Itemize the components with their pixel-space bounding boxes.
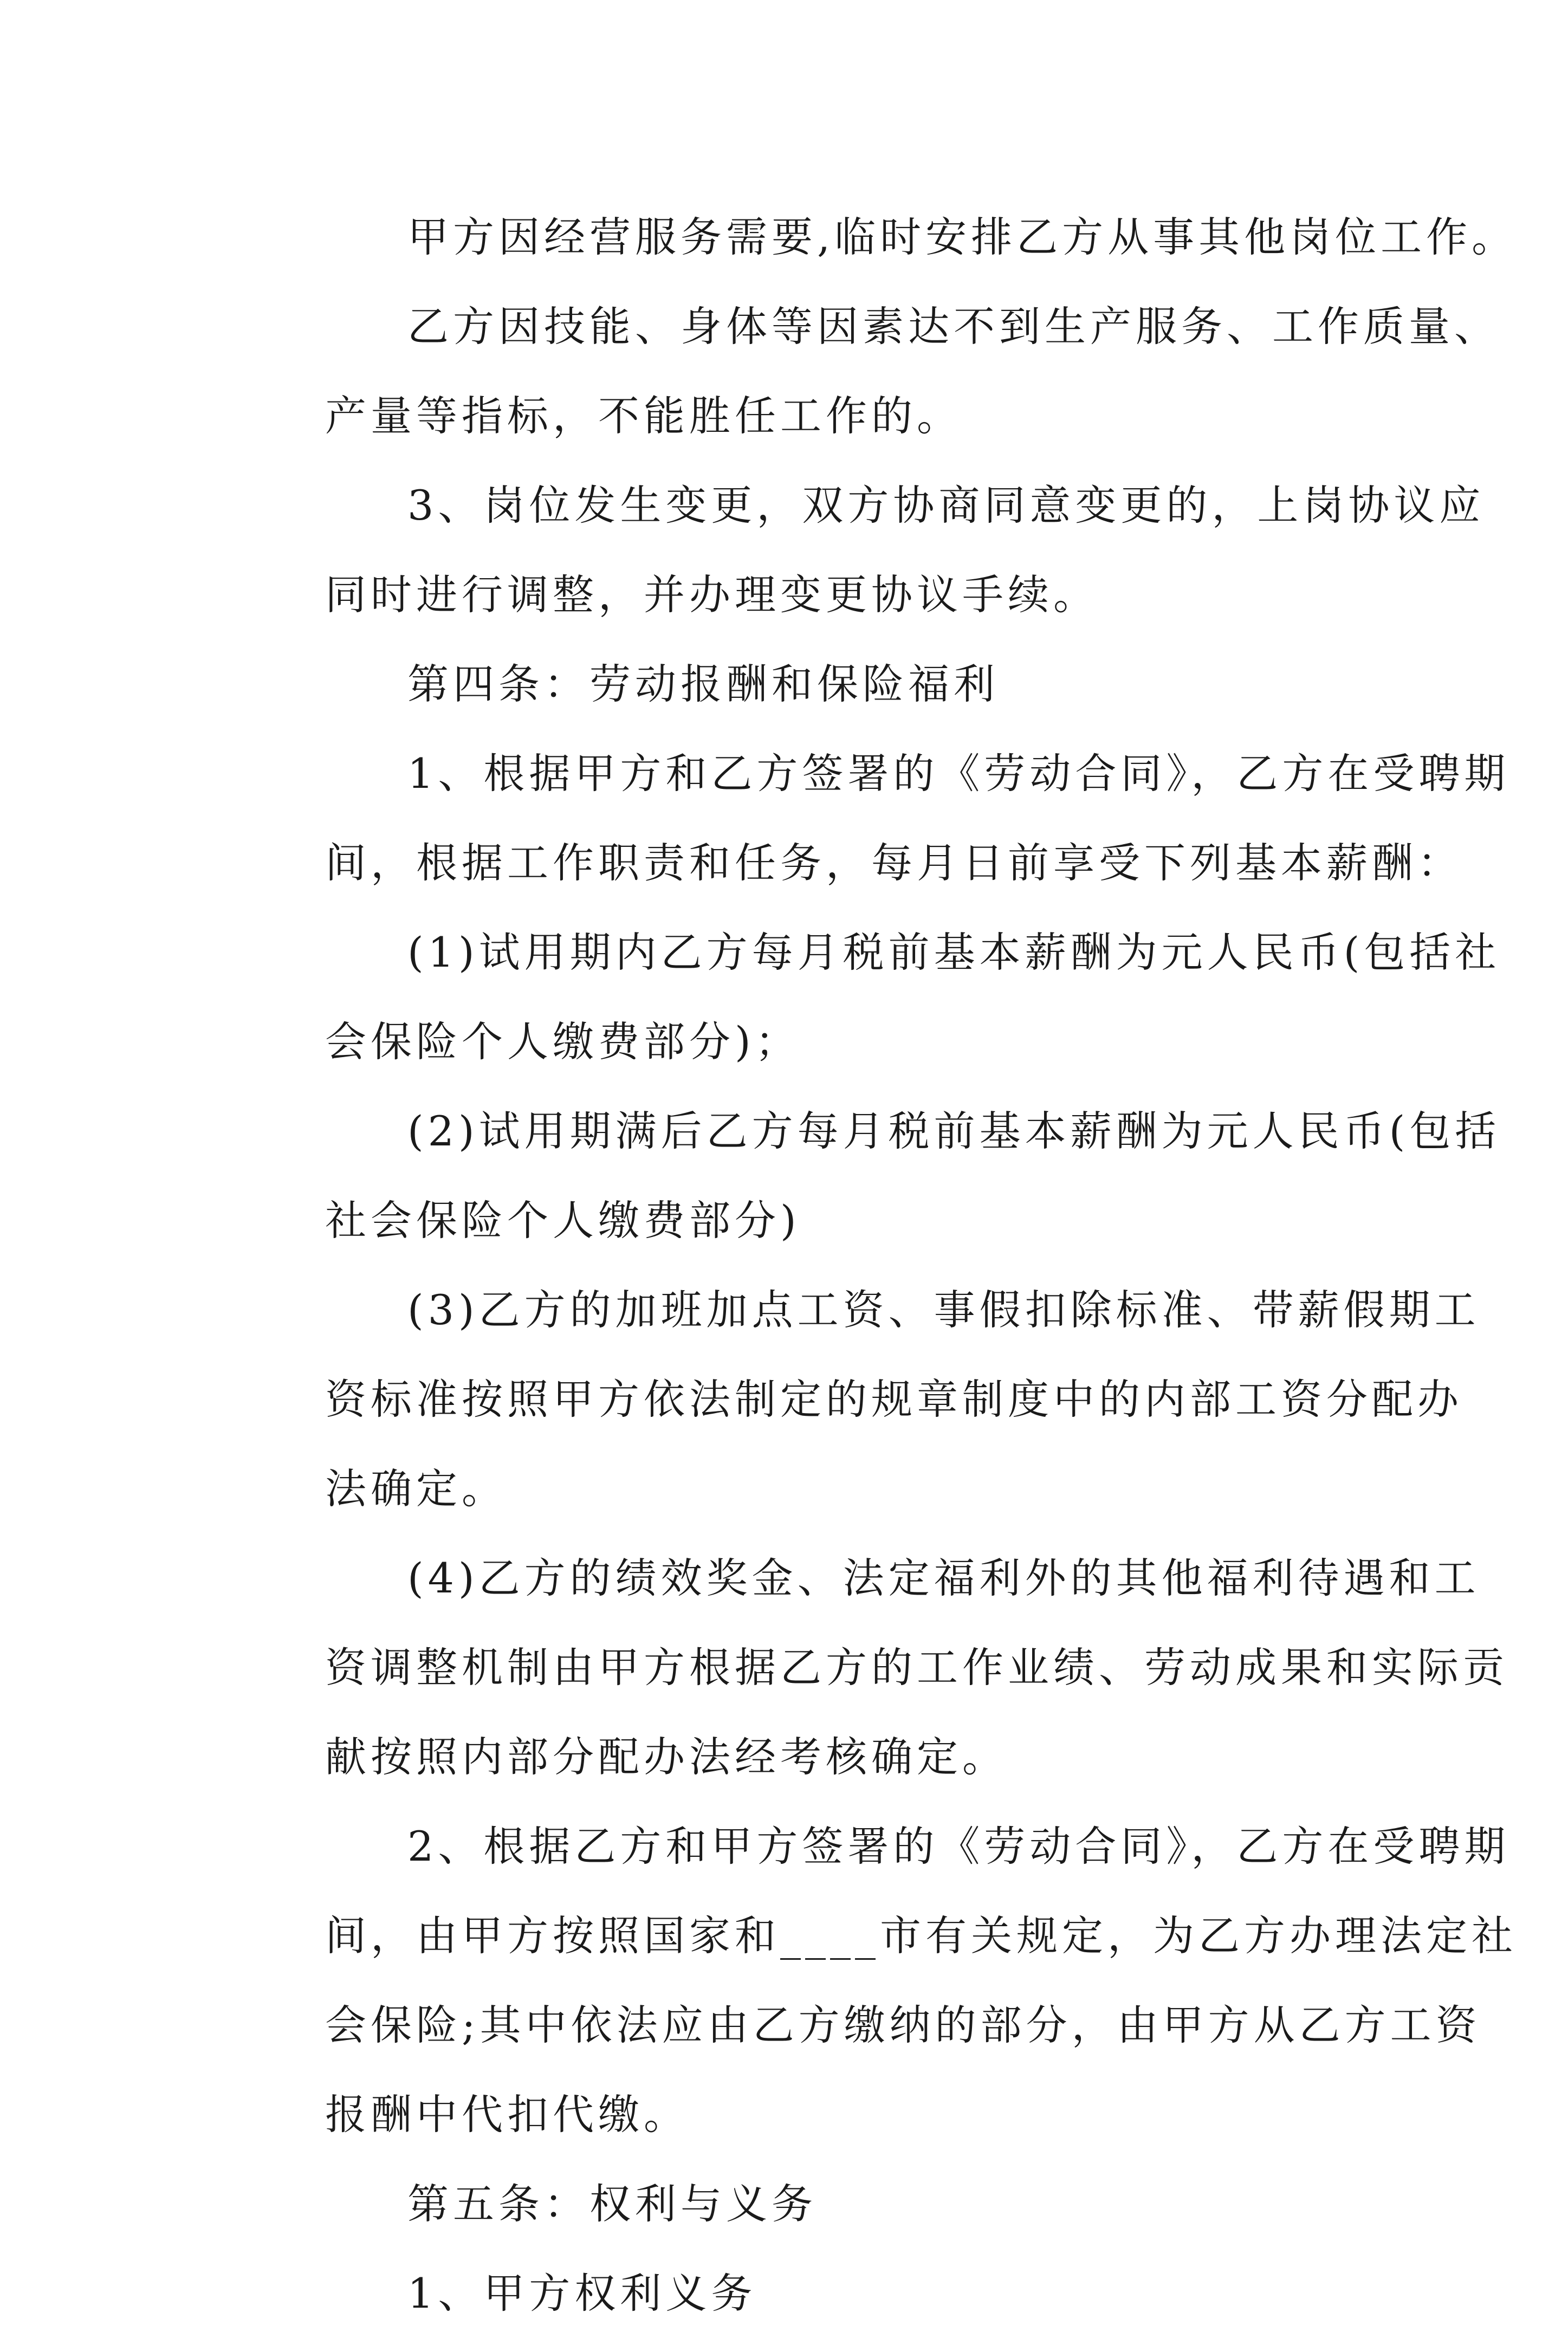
paragraph <box>243 1086 1501 1265</box>
text-line: 同时进行调整，并办理变更协议手续。 <box>325 571 1099 619</box>
text-line: (4)乙方的绩效奖金、法定福利外的其他福利待遇和工 <box>407 1554 1480 1602</box>
text-line: 甲方因经营服务需要,临时安排乙方从事其他岗位工作。 <box>407 213 1518 261</box>
paragraph <box>243 192 1518 282</box>
text-line: 报酬中代扣代缴。 <box>325 2090 689 2139</box>
text-line: 会保险;其中依法应由乙方缴纳的部分，由甲方从乙方工资 <box>325 2001 1481 2049</box>
document-body <box>243 192 1518 2338</box>
text-line: 资标准按照甲方依法制定的规章制度中的内部工资分配办 <box>325 1375 1463 1423</box>
paragraph <box>243 1802 1517 2159</box>
text-line: 会保险个人缴费部分)； <box>325 1018 801 1066</box>
text-line: 资调整机制由甲方根据乙方的工作业绩、劳动成果和实际贡 <box>325 1643 1508 1692</box>
text-line: 第五条：权利与义务 <box>407 2180 817 2228</box>
text-line: 1、根据甲方和乙方签署的《劳动合同》，乙方在受聘期 <box>407 749 1510 798</box>
text-line: 1、甲方权利义务 <box>407 2269 757 2317</box>
text-line: 第四条：劳动报酬和保险福利 <box>407 660 999 708</box>
paragraph <box>243 1533 1508 1802</box>
text-line: 产量等指标，不能胜任工作的。 <box>325 392 962 440</box>
paragraph <box>243 908 1501 1086</box>
paragraph <box>243 1265 1480 1533</box>
text-line: (2)试用期满后乙方每月税前基本薪酬为元人民币(包括 <box>407 1107 1501 1155</box>
text-line: 社会保险个人缴费部分) <box>325 1196 801 1245</box>
text-line: 2、根据乙方和甲方签署的《劳动合同》，乙方在受聘期 <box>407 1822 1510 1870</box>
text-line: 乙方因技能、身体等因素达不到生产服务、工作质量、 <box>407 302 1500 351</box>
paragraph <box>243 729 1510 908</box>
paragraph <box>243 2249 1391 2338</box>
section-heading <box>243 2159 1391 2249</box>
text-line: 献按照内部分配办法经考核确定。 <box>325 1733 1008 1781</box>
text-line: (1)试用期内乙方每月税前基本薪酬为元人民币(包括社 <box>407 928 1501 976</box>
text-line: 间，根据工作职责和任务，每月日前享受下列基本薪酬： <box>325 839 1463 887</box>
text-line: 3、岗位发生变更，双方协商同意变更的，上岗协议应 <box>407 481 1485 529</box>
paragraph <box>243 461 1485 639</box>
text-line: 法确定。 <box>325 1465 507 1513</box>
section-heading <box>243 639 1391 729</box>
text-line: (3)乙方的加班加点工资、事假扣除标准、带薪假期工 <box>407 1286 1480 1334</box>
paragraph <box>243 282 1500 461</box>
text-line: 间，由甲方按照国家和____市有关规定，为乙方办理法定社 <box>325 1912 1517 1960</box>
